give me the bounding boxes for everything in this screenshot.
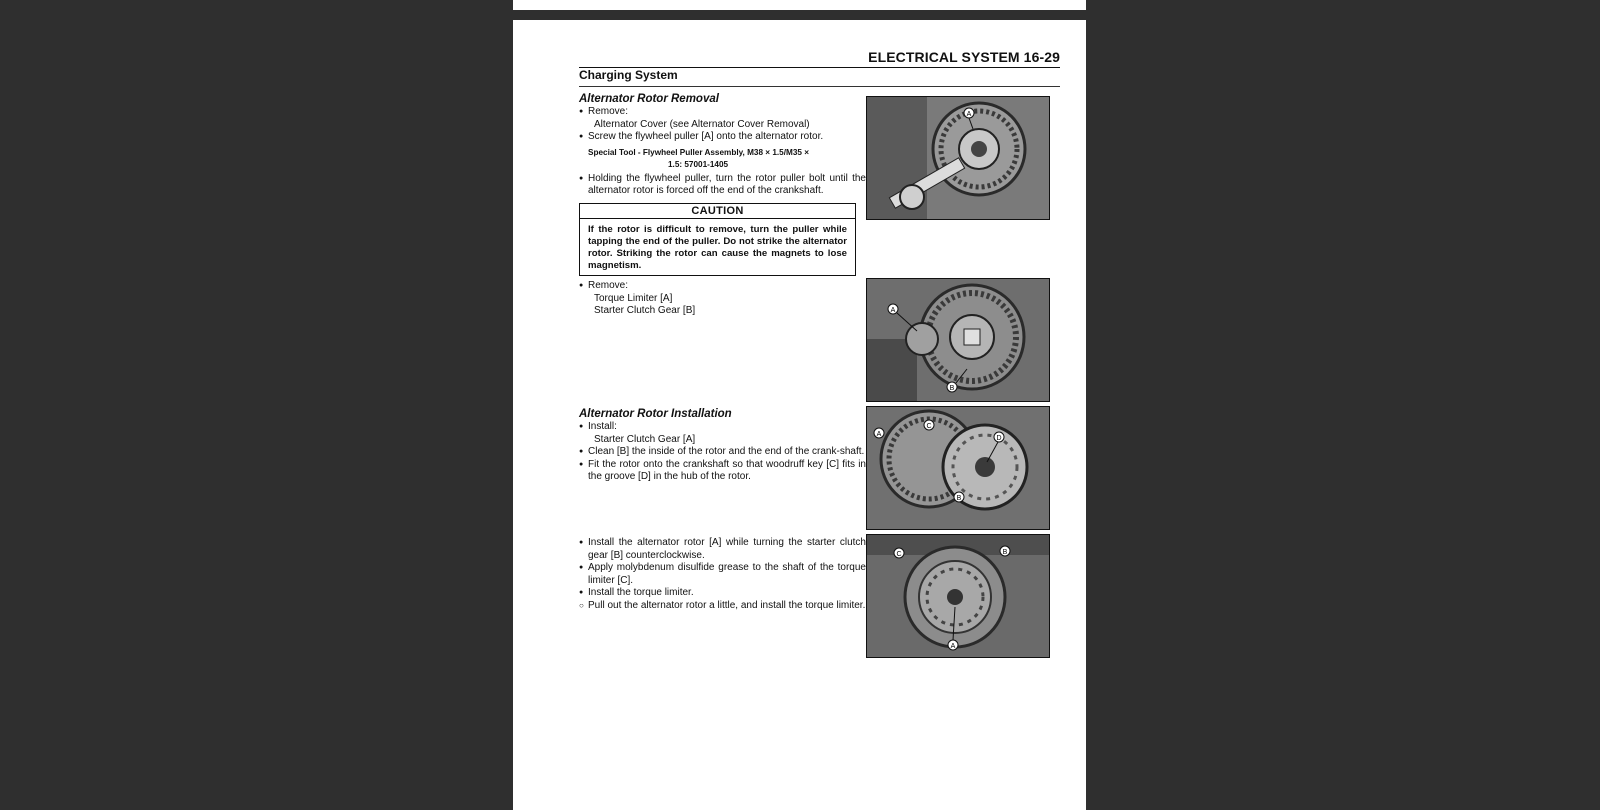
caution-title: CAUTION [580, 204, 855, 219]
special-tool-text: Special Tool - Flywheel Puller Assembly, M38 × 1.5/M35 × [588, 147, 809, 157]
photo-label: B [956, 495, 962, 502]
photo-starter-clutch-gear [866, 406, 1050, 530]
bullet-item: ● Remove: [579, 280, 866, 293]
section-title: Charging System [579, 68, 678, 82]
bullet-item: ● Remove: [579, 106, 866, 119]
bullet-item: ● Screw the flywheel puller [A] onto the alternator rotor. [579, 131, 866, 144]
installation-block-2 [579, 537, 866, 613]
previous-page-edge [513, 0, 1086, 10]
photo-label: A [966, 111, 972, 118]
photo-label: A [890, 307, 896, 314]
photo-alternator-rotor [866, 534, 1050, 658]
section-rule [579, 86, 1060, 87]
photo-flywheel-puller [866, 96, 1050, 220]
bullet-item: ● Install the alternator rotor [A] while turning the starter clutch gear [B] counterclockwise. [579, 537, 866, 562]
photo-label: D [996, 435, 1002, 442]
caution-box [579, 203, 856, 276]
bullet-item: ● Clean [B] the inside of the rotor and the end of the crank-shaft. [579, 446, 866, 459]
bullet-item: ● Install the torque limiter. [579, 587, 866, 600]
bullet-item: ● Install: [579, 421, 866, 434]
indented-item: Starter Clutch Gear [B] [594, 305, 696, 317]
installation-block [579, 407, 866, 484]
bullet-item: ● Fit the rotor onto the crankshaft so that woodruff key [C] fits in the groove [D] in the hub of the rotor. [579, 459, 866, 484]
photo-label: B [1002, 549, 1008, 556]
bullet-item: ● Holding the flywheel puller, turn the rotor puller bolt until the alternator rotor is forced off the end of the crankshaft. [579, 173, 866, 198]
bullet-item: ● Apply molybdenum disulfide grease to the shaft of the torque limiter [C]. [579, 562, 866, 587]
removal-block [579, 92, 866, 198]
indented-item: Alternator Cover (see Alternator Cover Removal) [594, 118, 810, 130]
photo-torque-limiter [866, 278, 1050, 402]
removal-block-2 [579, 280, 866, 318]
removal-heading: Alternator Rotor Removal [579, 93, 719, 105]
special-tool-continuation: 1.5: 57001-1405 [668, 159, 729, 169]
sub-bullet-item: ○ Pull out the alternator rotor a little, and install the torque limiter. [579, 600, 866, 613]
caution-text: If the rotor is difficult to remove, turn the puller while tapping the end of the puller. Do not strike the alternator rotor. Striking the rotor can cause the magnets to lose magnetism. [588, 224, 847, 271]
document-page [513, 20, 1086, 810]
photo-label: C [926, 423, 932, 430]
photo-label: A [950, 643, 956, 650]
photo-label: B [949, 385, 955, 392]
installation-heading: Alternator Rotor Installation [579, 408, 732, 420]
page-header-title: ELECTRICAL SYSTEM 16-29 [868, 49, 1060, 65]
special-tool-note [579, 147, 866, 171]
indented-item: Starter Clutch Gear [A] [594, 433, 696, 445]
photo-label: A [876, 431, 882, 438]
indented-item: Torque Limiter [A] [594, 292, 673, 304]
photo-label: C [896, 551, 902, 558]
